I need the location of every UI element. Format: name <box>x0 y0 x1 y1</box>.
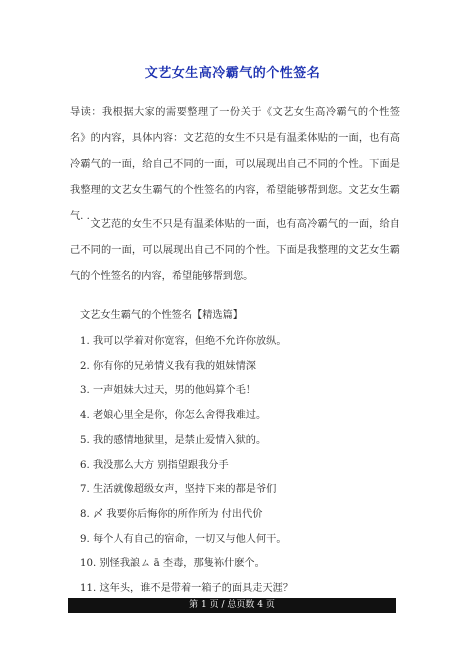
list-item: 4. 老娘心里全是你，你怎么舍得我难过。 <box>80 410 267 422</box>
body-paragraph: 文艺范的女生不只是有温柔体贴的一面，也有高冷霸气的一面，给自己不同的一面，可以展现出自己不同的个性。下面是我整理的文艺女生霸气的个性签名的内容，希望能够帮到您。 <box>70 219 400 282</box>
list-item: 9. 每个人有自己的宿命，一切又与他人何干。 <box>80 533 287 545</box>
list-item: 3. 一声姐妹大过天，男的他妈算个毛！ <box>80 385 256 397</box>
list-item: 8. 〆 我要你后悔你的所作所为 付出代价 <box>80 508 263 520</box>
section-heading: 文艺女生霸气的个性签名【精选篇】 <box>80 310 243 321</box>
list-item: 5. 我的感情地狱里，是禁止爱情入狱的。 <box>80 434 267 446</box>
list-item: 2. 你有你的兄弟情义我有我的姐妹情深 <box>80 360 256 372</box>
list-item: 7. 生活就像超级女声，坚持下来的都是爷们 <box>80 484 277 496</box>
list-item: 6. 我没那么大方 别指望跟我分手 <box>80 459 229 471</box>
signature-list <box>80 330 293 602</box>
list-item: 10. 别怪我誏ㄙ ā 杢毒，那隻袮什麽个。 <box>80 558 265 570</box>
intro-paragraph: 导读：我根据大家的需要整理了一份关于《文艺女生高冷霸气的个性签名》的内容，具体内容：文艺范的女生不只是有温柔体贴的一面，也有高冷霸气的一面，给自己不同的一面，可以展现出自己不同的个性。下面是我整理的文艺女生霸气的个性签名的内容，希望能够帮到您。文艺女生霸气. . . <box>70 107 400 222</box>
list-item: 11. 这年头，谁不是带着一箱子的面具走天涯？ <box>80 583 294 595</box>
list-item: 1. 我可以学着对你宽容，但绝不允许你放纵。 <box>80 336 287 347</box>
page-footer-bar: 第 1 页 / 总页数 4 页 <box>68 598 396 613</box>
document-title: 文艺女生高冷霸气的个性签名 <box>144 66 321 81</box>
